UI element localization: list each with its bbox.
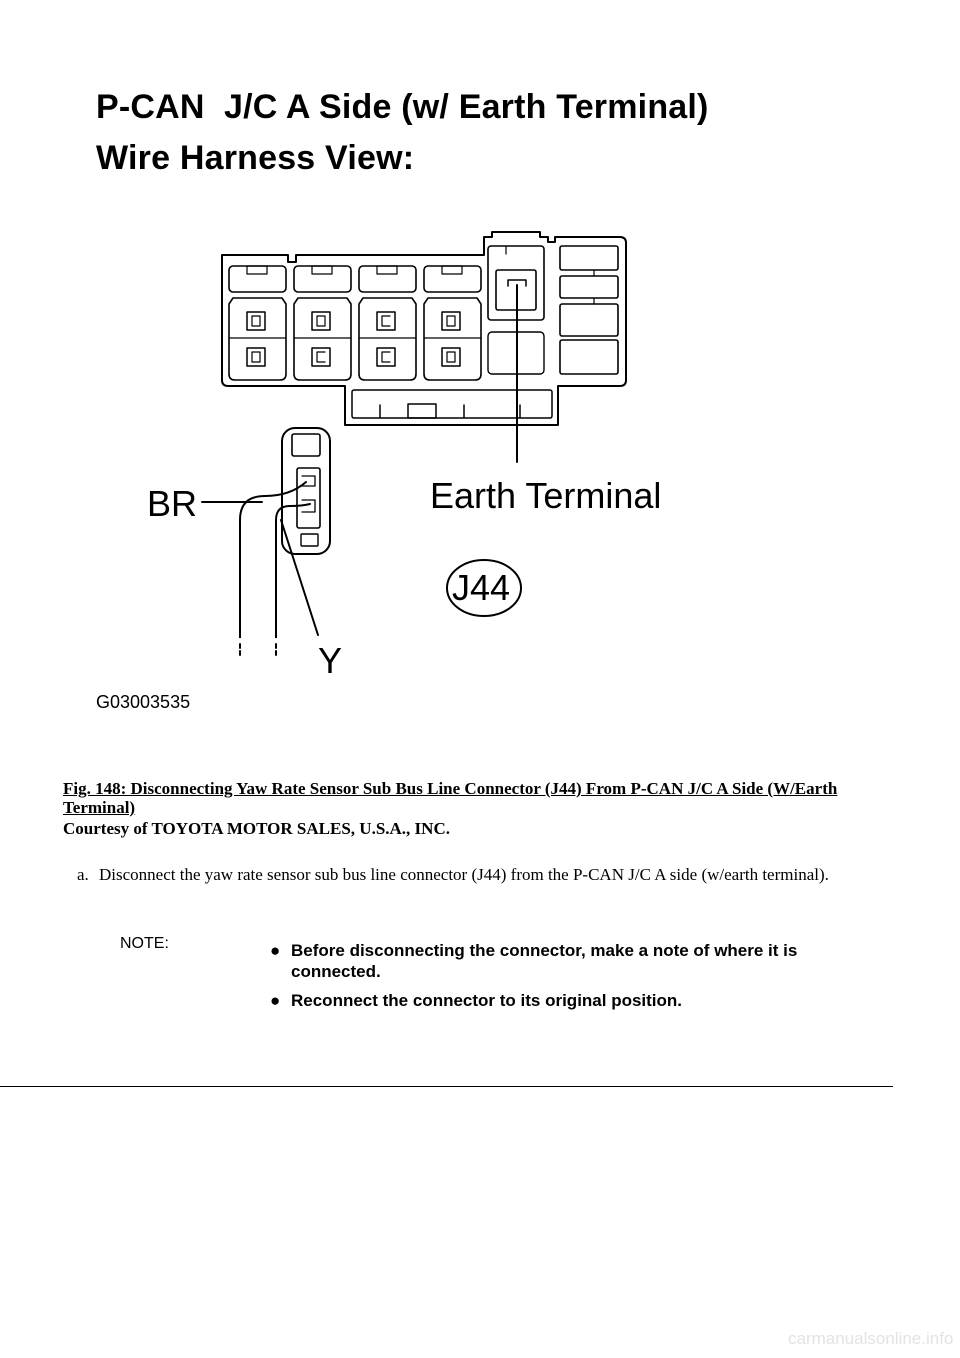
note-item (270, 940, 880, 982)
page-divider (0, 1086, 893, 1087)
wire-color-label-y: Y (318, 640, 343, 681)
figure-code: G03003535 (96, 692, 191, 712)
bullet-dot-icon: ● (270, 991, 281, 1010)
wire-color-label-br: BR (147, 483, 198, 524)
earth-terminal-label: Earth Terminal (430, 475, 662, 516)
note-item (270, 990, 880, 1011)
step-marker: a. (77, 865, 89, 884)
diagram-subtitle: Wire Harness View: (96, 139, 415, 177)
figure-caption: Fig. 148: Disconnecting Yaw Rate Sensor Sub Bus Line Connector (J44) From P-CAN J/C A Side (W/Earth Terminal) (63, 779, 838, 817)
note-list (270, 940, 880, 1019)
connector-id-label: J44 (452, 567, 511, 608)
side-cavities (560, 246, 618, 374)
courtesy-line: Courtesy of TOYOTA MOTOR SALES, U.S.A., INC. (63, 819, 450, 838)
step-text: Disconnect the yaw rate sensor sub bus line connector (J44) from the P-CAN J/C A side (w/earth terminal). (99, 865, 829, 884)
terminal-cavities (229, 266, 481, 380)
diagram-title: P-CAN J/C A Side (w/ Earth Terminal) (96, 88, 709, 126)
wire-harness (202, 482, 318, 656)
procedure-step (77, 865, 877, 885)
note-item-text: Reconnect the connector to its original position. (291, 991, 683, 1010)
watermark: carmanualsonline.info (788, 1329, 954, 1348)
note-label: NOTE: (120, 935, 169, 952)
note-item-text: Before disconnecting the connector, make a note of where it is connected. (291, 941, 798, 981)
bullet-dot-icon: ● (270, 941, 281, 960)
